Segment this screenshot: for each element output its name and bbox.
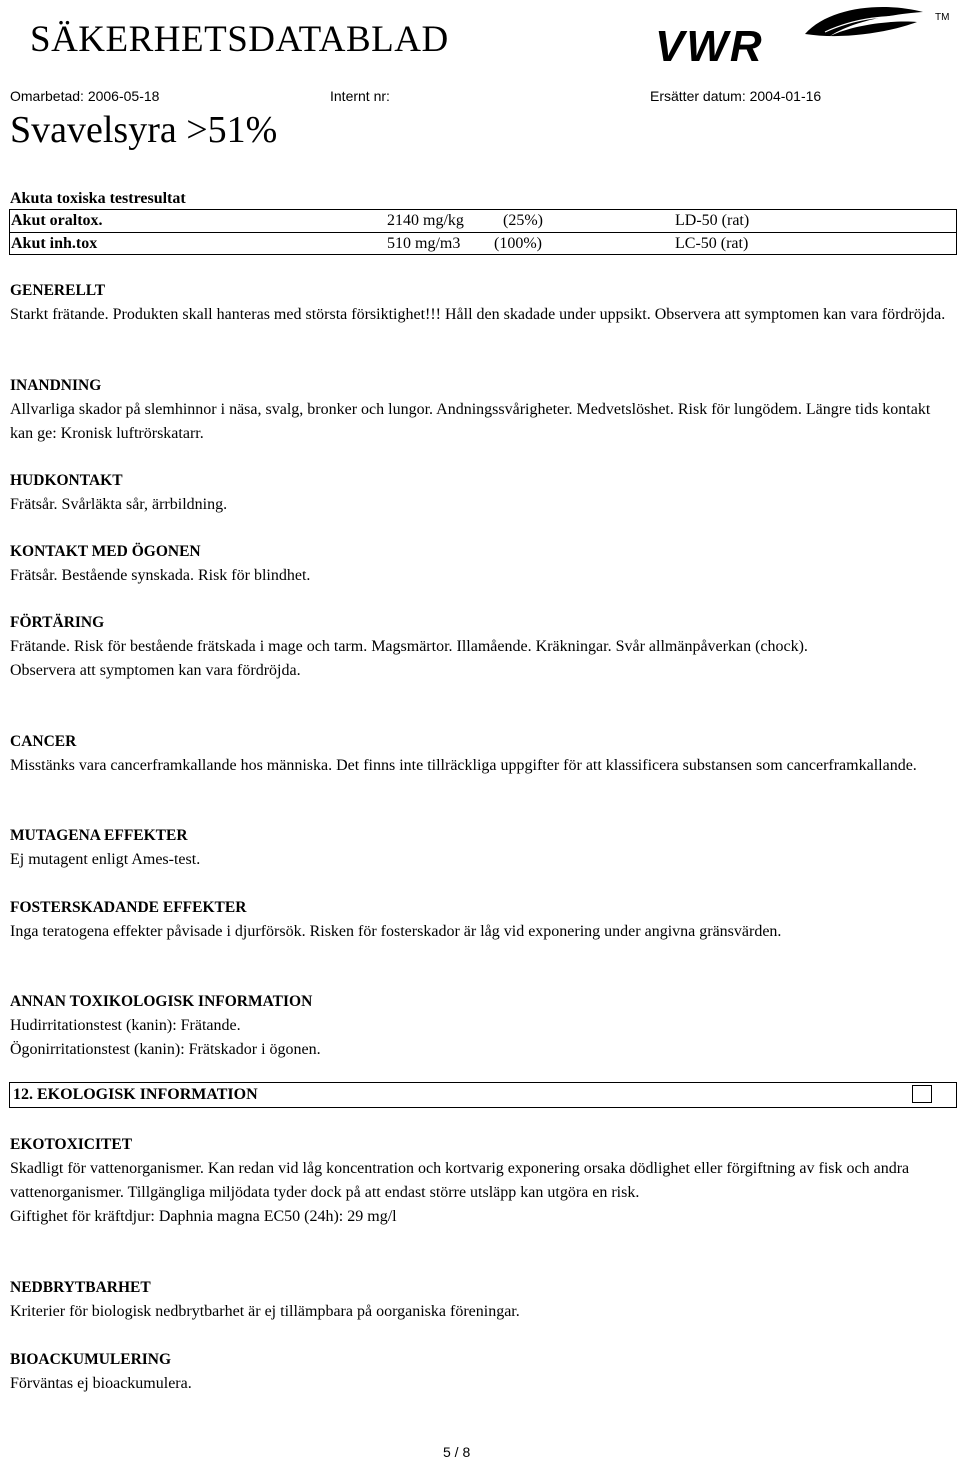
section-mutagenic [10,824,950,872]
section-text: Kriterier för biologisk nedbrytbarhet är ej tillämpbara på oorganiska föreningar. [10,1303,520,1320]
internal-number: Internt nr: [330,88,390,104]
section-heading: HUDKONTAKT [10,472,123,489]
section-ingestion [10,611,950,683]
section-text: Ej mutagent enligt Ames-test. [10,851,201,868]
section-degradability [10,1276,950,1324]
checkbox-icon [912,1085,932,1103]
svg-text:VWR: VWR [655,22,764,66]
section-text: Misstänks vara cancerframkallande hos människa. Det finns inte tillräckliga uppgifter för att klassificera substansen som cancerframkallande. [10,757,917,774]
section-heading: GENERELLT [10,282,106,299]
section-heading: MUTAGENA EFFEKTER [10,827,188,844]
svg-text:TM: TM [935,12,950,23]
section-heading: CANCER [10,733,77,750]
product-name: Svavelsyra >51% [10,109,278,151]
section-text: Inga teratogena effekter påvisade i djurförsök. Risken för fosterskador är låg vid exponering under angivna gränsvärden. [10,923,782,940]
section-skin [10,469,950,517]
toxicity-caption: Akuta toxiska testresultat [10,190,186,207]
section-text: Allvarliga skador på slemhinnor i näsa, svalg, bronker och lungor. Andningssvårigheter. Medvetslöshet. Risk för lungödem. Längre tids kontakt kan ge: Kronisk luftrörskatarr. [10,401,931,442]
section-text: Giftighet för kräftdjur: Daphnia magna EC50 (24h): 29 mg/l [10,1208,397,1225]
tox-type: LD-50 (rat) [675,212,750,229]
section-text: Ögonirritationstest (kanin): Frätskador i ögonen. [10,1041,321,1058]
section-heading: ANNAN TOXIKOLOGISK INFORMATION [10,993,313,1010]
replaces-date: Ersätter datum: 2004-01-16 [650,88,822,104]
section-eyes [10,540,950,588]
section-heading: FÖRTÄRING [10,614,105,631]
tox-label: Akut inh.tox [11,235,98,252]
section-text: Frätande. Risk för bestående frätskada i mage och tarm. Magsmärtor. Illamående. Kräkningar. Svår allmänpåverkan (chock). [10,638,808,655]
tox-value: 2140 mg/kg [387,212,464,229]
section-general [10,279,950,327]
section-heading: INANDNING [10,377,102,394]
section-text: Starkt frätande. Produkten skall hanteras med största försiktighet!!! Håll den skadade under uppsikt. Observera att symptomen kan vara fördröjda. [10,306,946,323]
tox-percent: (25%) [503,212,543,229]
section-inhalation [10,374,950,446]
document-title: SÄKERHETSDATABLAD [30,19,449,60]
table-row [10,232,956,255]
section-text: Frätsår. Bestående synskada. Risk för blindhet. [10,567,311,584]
section-text: Förväntas ej bioackumulera. [10,1375,192,1392]
section-fetal [10,896,950,944]
section-text: Observera att symptomen kan vara fördröjda. [10,662,301,679]
section-ecotox [10,1133,950,1229]
section-12-title: 12. EKOLOGISK INFORMATION [13,1086,258,1103]
section-heading: NEDBRYTBARHET [10,1279,151,1296]
section-heading: KONTAKT MED ÖGONEN [10,543,201,560]
section-heading: BIOACKUMULERING [10,1351,172,1368]
section-heading: EKOTOXICITET [10,1136,133,1153]
section-text: Frätsår. Svårläkta sår, ärrbildning. [10,496,228,513]
section-other-tox [10,990,950,1062]
toxicity-table [9,209,957,255]
section-heading: FOSTERSKADANDE EFFEKTER [10,899,247,916]
section-text: Hudirritationstest (kanin): Frätande. [10,1017,241,1034]
revision-date: Omarbetad: 2006-05-18 [10,88,160,104]
tox-label: Akut oraltox. [11,212,103,229]
section-cancer [10,730,950,778]
page-number: 5 / 8 [443,1444,471,1460]
section-bioaccumulation [10,1348,950,1396]
vwr-logo [655,6,955,66]
tox-type: LC-50 (rat) [675,235,749,252]
section-text: Skadligt för vattenorganismer. Kan redan vid låg koncentration och kortvarig exponering orsaka dödlighet eller förgiftning av fisk och andra vattenorganismer. Tillgängliga miljödata tyder dock på att endast större utsläpp kan utgöra en risk. [10,1160,910,1201]
tox-value: 510 mg/m3 [387,235,461,252]
section-12-header [9,1082,957,1108]
tox-percent: (100%) [494,235,542,252]
table-row [10,210,956,232]
